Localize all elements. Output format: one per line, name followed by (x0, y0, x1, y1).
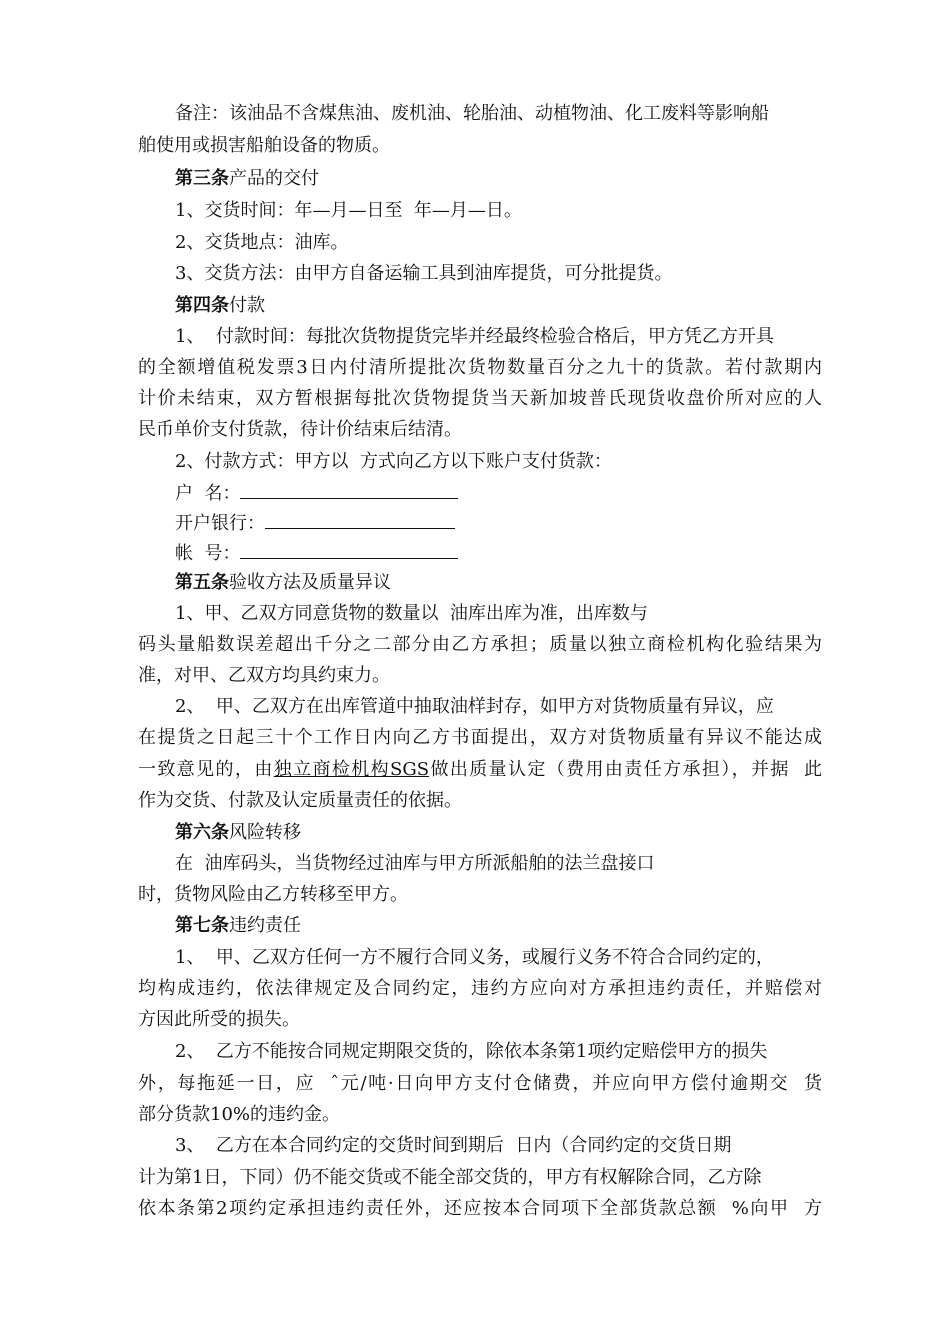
art5-item-1-line-3: 准，对甲、乙双方均具约束力。 (138, 665, 390, 686)
sgs-agency: 独立商检机构SGS (273, 759, 430, 780)
art5-item-2-line-2: 在提货之日起三十个工作日内向乙方书面提出，双方对货物质量有异议不能达成 (138, 727, 822, 748)
art7-item-2-line-1: 2、 乙方不能按合同规定期限交货的，除依本条第1项约定赔偿甲方的损失 (175, 1041, 768, 1062)
art3-item-3: 3、交货方法：由甲方自备运输工具到油库提货，可分批提货。 (175, 263, 673, 284)
art4-item-1-line-3: 计价未结束，双方暂根据每批次货物提货当天新加坡普氏现货收盘价所对应的人 (138, 388, 822, 409)
bank-row (175, 510, 455, 537)
article-3-title: 产品的交付 (229, 168, 319, 189)
account-name-row (175, 480, 458, 507)
note-line-1: 备注：该油品不含煤焦油、废机油、轮胎油、动植物油、化工废料等影响船 (175, 103, 769, 124)
art7-item-1-line-3: 方因此所受的损失。 (138, 1009, 300, 1030)
art3-item-2: 2、交货地点：油库。 (175, 232, 349, 253)
art6-line-2: 时，货物风险由乙方转移至甲方。 (138, 884, 408, 905)
account-number-row (175, 540, 458, 567)
article-7-title: 违约责任 (229, 915, 301, 936)
art4-item-2: 2、付款方式：甲方以 方式向乙方以下账户支付货款： (175, 451, 612, 472)
article-7-number: 第七条 (175, 915, 229, 936)
art7-item-2-line-3: 部分货款10%的违约金。 (138, 1104, 341, 1125)
art5-item-2-line-3-b: 做出质量认定（费用由责任方承担），并据 此 (429, 759, 822, 780)
art4-item-1-line-1: 1、 付款时间：每批次货物提货完毕并经最终检验合格后，甲方凭乙方开具 (175, 326, 774, 347)
art5-item-2-line-3-a: 一致意见的，由 (138, 759, 274, 780)
art5-item-2-line-1: 2、 甲、乙双方在出库管道中抽取油样封存，如甲方对货物质量有异议，应 (175, 696, 774, 717)
art7-item-3-line-3: 依本条第2项约定承担违约责任外，还应按本合同项下全部货款总额 %向甲 方 (138, 1198, 822, 1219)
art5-item-2-line-4: 作为交货、付款及认定质量责任的依据。 (138, 790, 462, 811)
article-6-heading (175, 820, 301, 846)
art5-item-2-line-3 (138, 757, 822, 783)
article-5-heading (175, 570, 391, 596)
article-3-heading (175, 166, 319, 192)
bank-blank (265, 510, 455, 529)
art7-item-3-line-2: 计为第1日，下同）仍不能交货或不能全部交货的，甲方有权解除合同，乙方除 (138, 1167, 762, 1188)
article-5-title: 验收方法及质量异议 (229, 572, 391, 593)
article-3-number: 第三条 (175, 168, 229, 189)
article-4-number: 第四条 (175, 295, 229, 316)
art7-item-3-line-1: 3、 乙方在本合同约定的交货时间到期后 日内（合同约定的交货日期 (175, 1135, 732, 1156)
art5-item-1-line-2: 码头量船数误差超出千分之二部分由乙方承担；质量以独立商检机构化验结果为 (138, 634, 822, 655)
art6-line-1: 在 油库码头，当货物经过油库与甲方所派船舶的法兰盘接口 (175, 853, 655, 874)
bank-label: 开户银行： (175, 513, 265, 534)
art5-item-1-line-1: 1、甲、乙双方同意货物的数量以 油库出库为准，出库数与 (175, 603, 648, 624)
account-name-blank (240, 480, 458, 499)
art4-item-1-line-4: 民币单价支付货款，待计价结束后结清。 (138, 419, 462, 440)
article-4-heading (175, 293, 265, 319)
article-5-number: 第五条 (175, 572, 229, 593)
article-6-title: 风险转移 (229, 822, 301, 843)
article-7-heading (175, 913, 301, 939)
art7-item-1-line-2: 均构成违约，依法律规定及合同约定，违约方应向对方承担违约责任，并赔偿对 (138, 978, 822, 999)
art4-item-1-line-2: 的全额增值税发票3日内付清所提批次货物数量百分之九十的货款。若付款期内 (138, 357, 822, 378)
article-6-number: 第六条 (175, 822, 229, 843)
art7-item-1-line-1: 1、 甲、乙双方任何一方不履行合同义务，或履行义务不符合合同约定的， (175, 947, 774, 968)
article-4-title: 付款 (229, 295, 265, 316)
art7-item-2-line-2: 外，每拖延一日，应 ˆ元/吨·日向甲方支付仓储费，并应向甲方偿付逾期交 货 (138, 1073, 822, 1094)
account-number-label: 帐 号： (175, 543, 241, 564)
account-number-blank (240, 540, 458, 559)
note-line-2: 舶使用或损害船舶设备的物质。 (138, 135, 390, 156)
art3-item-1: 1、交货时间：年—月—日至 年—月—日。 (175, 200, 522, 221)
account-name-label: 户 名： (175, 483, 241, 504)
